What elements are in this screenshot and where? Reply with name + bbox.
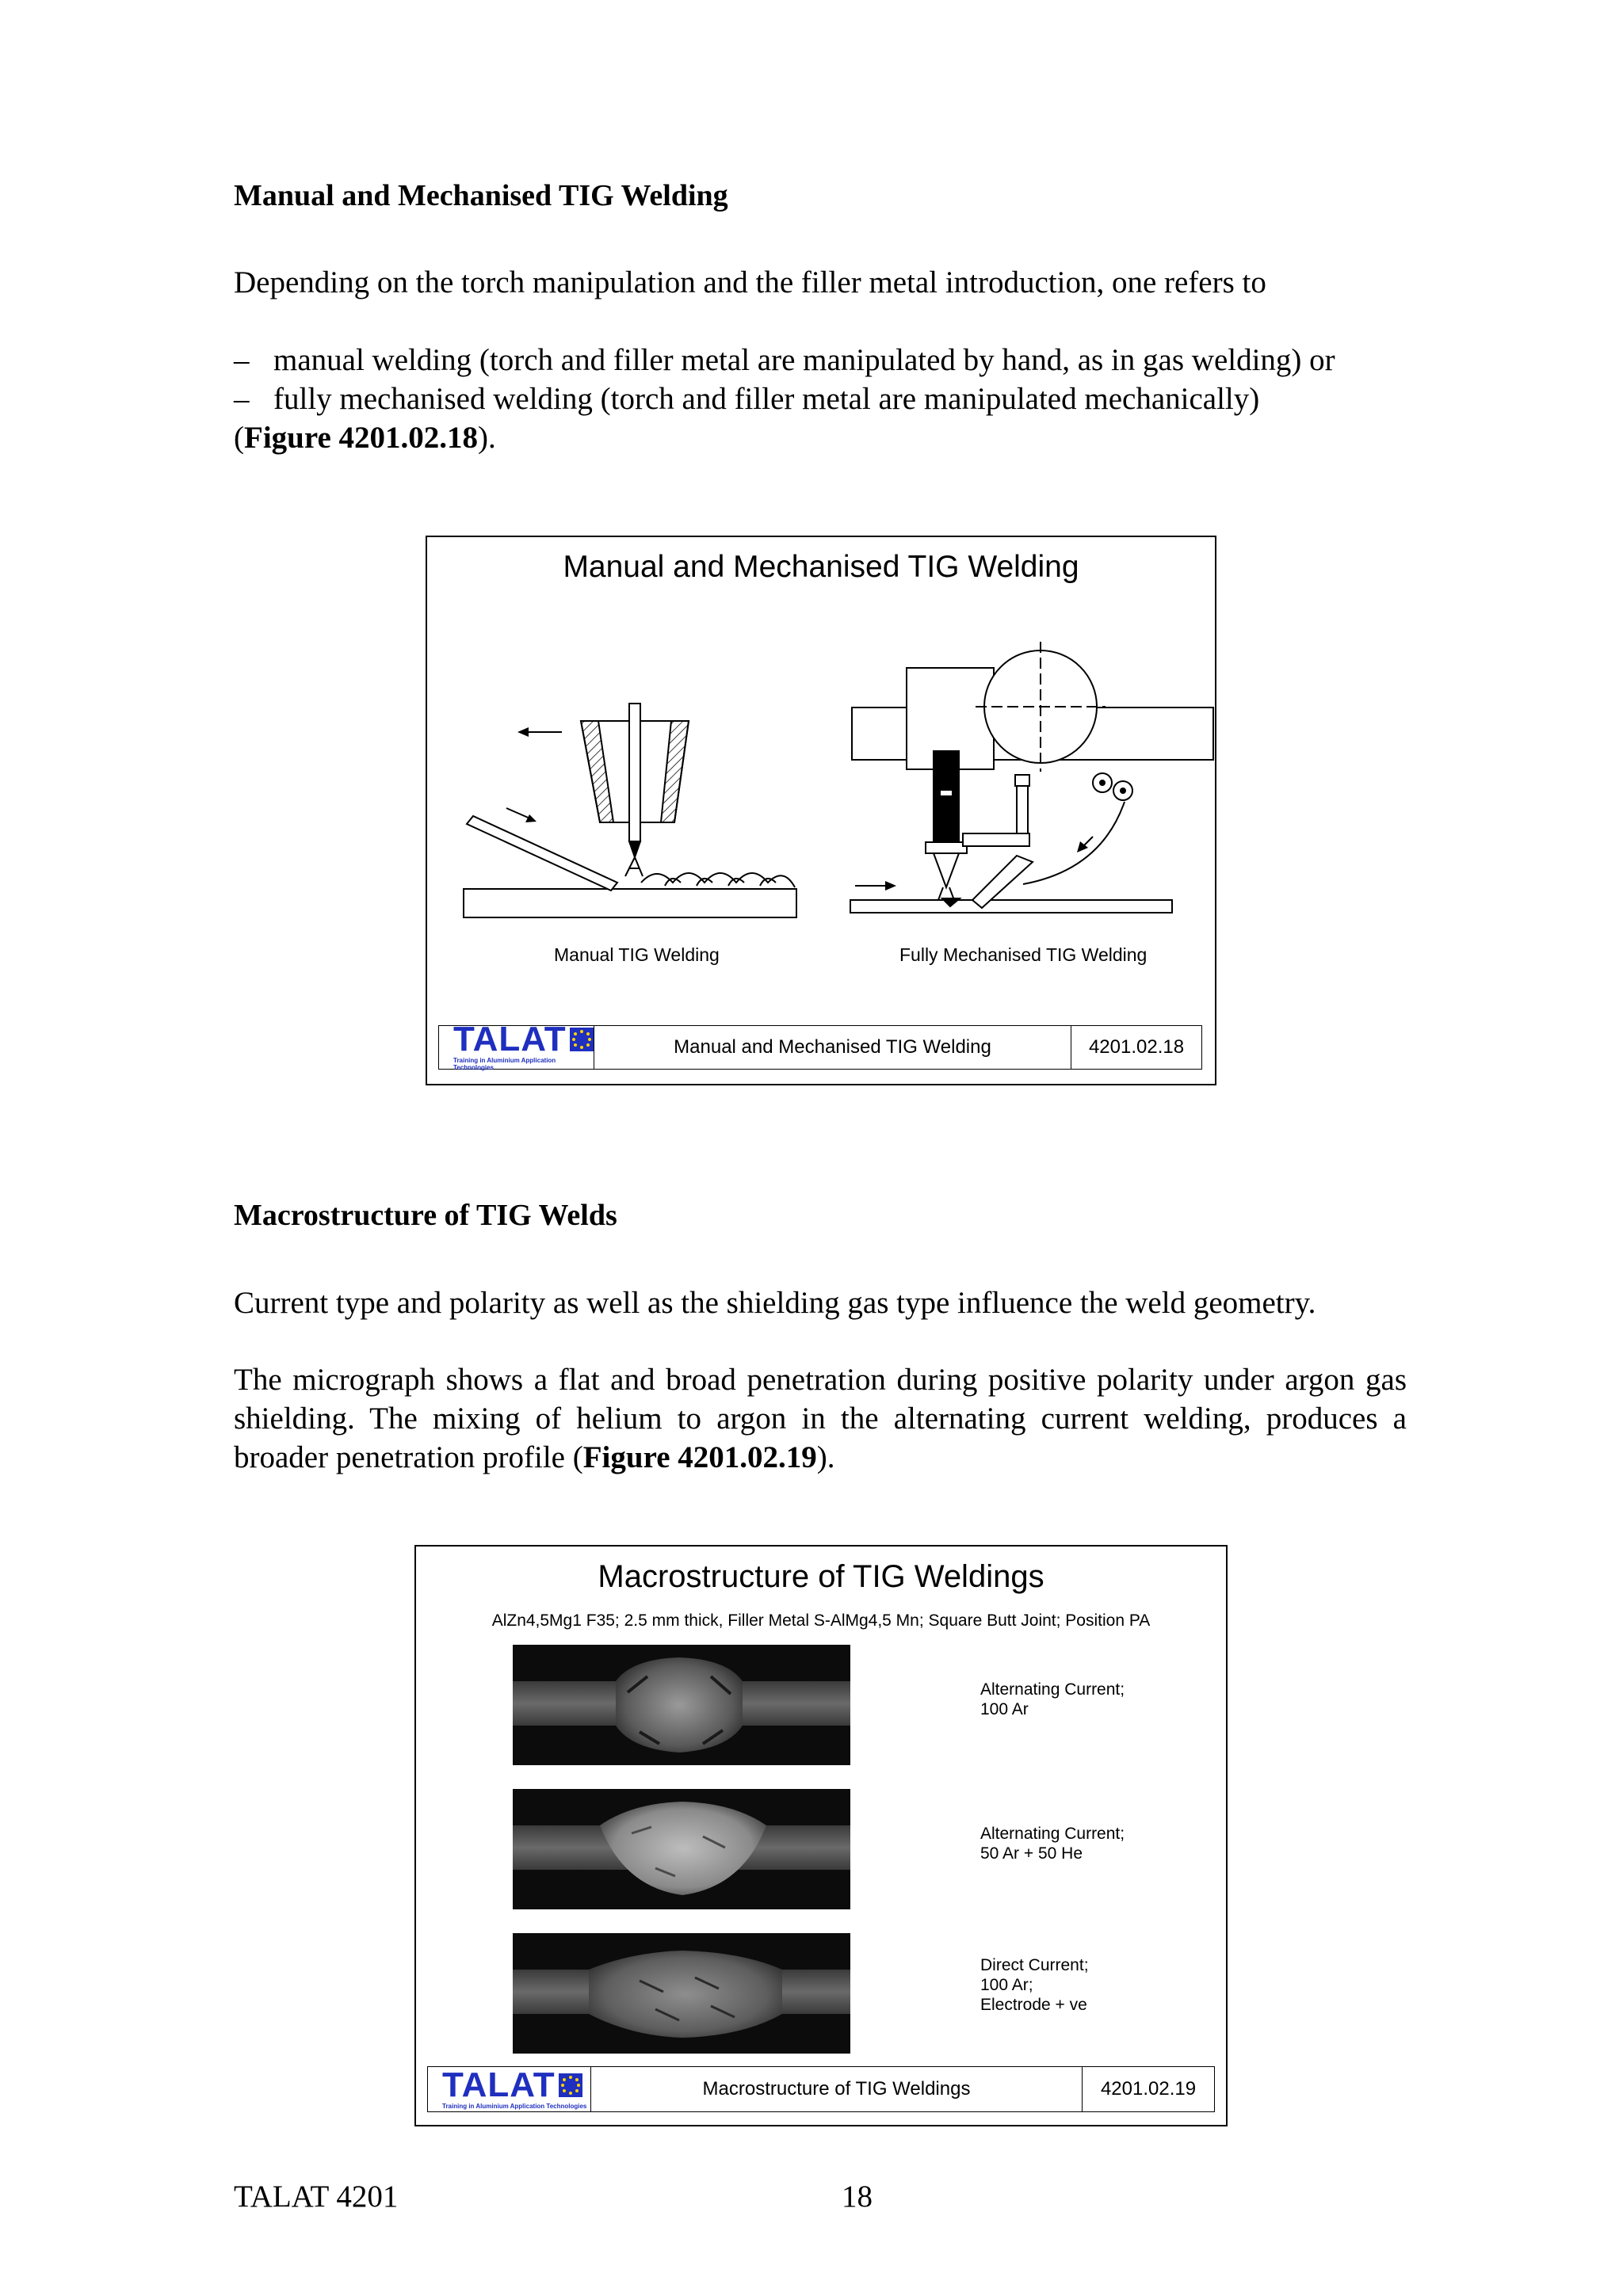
talat-logo: TALAT Training in Aluminium Application Technologies [439, 1026, 594, 1069]
tig-welding-diagram [427, 537, 1215, 1084]
page-number: 18 [842, 2180, 873, 2214]
figure-title: Manual and Mechanised TIG Welding [563, 550, 1079, 584]
mechanised-tig-drawing [850, 537, 1213, 913]
figure-reference-bold: Figure 4201.02.19 [582, 1440, 817, 1474]
manual-tig-drawing [464, 704, 796, 917]
figure-reference-line: (Figure 4201.02.18). [234, 421, 496, 455]
micrograph-ac-100ar [513, 1645, 850, 1765]
micrograph-image [513, 1645, 850, 1765]
bullet-item-mechanised [234, 379, 1407, 418]
section1-intro: Depending on the torch manipulation and the filler metal introduction, one refers to [234, 265, 1266, 299]
figure-footer-number: 4201.02.19 [1100, 2078, 1197, 2100]
label-fully-mechanised-tig: Fully Mechanised TIG Welding [899, 944, 1148, 965]
figure-footer-title: Manual and Mechanised TIG Welding [594, 1026, 1071, 1069]
micrograph-ac-50ar-50he [513, 1789, 850, 1909]
micrograph-dc-100ar [513, 1933, 850, 2054]
section2-para2: The micrograph shows a flat and broad penetration during positive polarity under argon gas shielding. The mixing of helium to argon in the alternating current welding, produces a broader penetration profile (Figure 4201.02.19). [234, 1363, 1407, 1474]
figure-manual-mechanised-tig [426, 536, 1216, 1085]
label-manual-tig: Manual TIG Welding [554, 944, 720, 965]
bullet-text: fully mechanised welding (torch and filler metal are manipulated mechanically) [273, 382, 1260, 416]
micrograph-label-1: Alternating Current; 100 Ar [980, 1680, 1125, 1718]
eu-flag-icon [559, 2073, 582, 2097]
section1-bullet-list [234, 341, 1407, 457]
section2-para1: Current type and polarity as well as the shielding gas type influence the weld geometry. [234, 1286, 1316, 1320]
section-heading-macrostructure: Macrostructure of TIG Welds [234, 1199, 617, 1232]
figure-footer-title: Macrostructure of TIG Weldings [591, 2067, 1083, 2111]
bullet-dash: – [234, 343, 250, 377]
talat-logo: TALAT Training in Aluminium Application Technologies [428, 2067, 591, 2111]
figure-footer-number: 4201.02.18 [1088, 1036, 1185, 1058]
micrograph-image [513, 1789, 850, 1909]
micrograph-label-2: Alternating Current; 50 Ar + 50 He [980, 1825, 1125, 1863]
micrograph-image [513, 1933, 850, 2054]
figure-reference-bold: Figure 4201.02.18 [244, 421, 479, 455]
eu-flag-icon [570, 1028, 594, 1051]
bullet-dash: – [234, 382, 250, 416]
figure-macrostructure-tig [414, 1545, 1228, 2126]
micrograph-label-3: Direct Current; 100 Ar; Electrode + ve [980, 1956, 1089, 2014]
page-footer-doc-id: TALAT 4201 [234, 2180, 399, 2214]
figure-subtitle: AlZn4,5Mg1 F35; 2.5 mm thick, Filler Metal S-AlMg4,5 Mn; Square Butt Joint; Position PA [491, 1611, 1151, 1630]
section-heading-manual-mechanised: Manual and Mechanised TIG Welding [234, 179, 728, 212]
figure-footer-bar [438, 1020, 1202, 1071]
bullet-text: manual welding (torch and filler metal are manipulated by hand, as in gas welding) or [273, 343, 1335, 377]
figure-title: Macrostructure of TIG Weldings [598, 1559, 1044, 1594]
figure-footer-bar [427, 2066, 1215, 2112]
bullet-item-manual [234, 341, 1407, 379]
